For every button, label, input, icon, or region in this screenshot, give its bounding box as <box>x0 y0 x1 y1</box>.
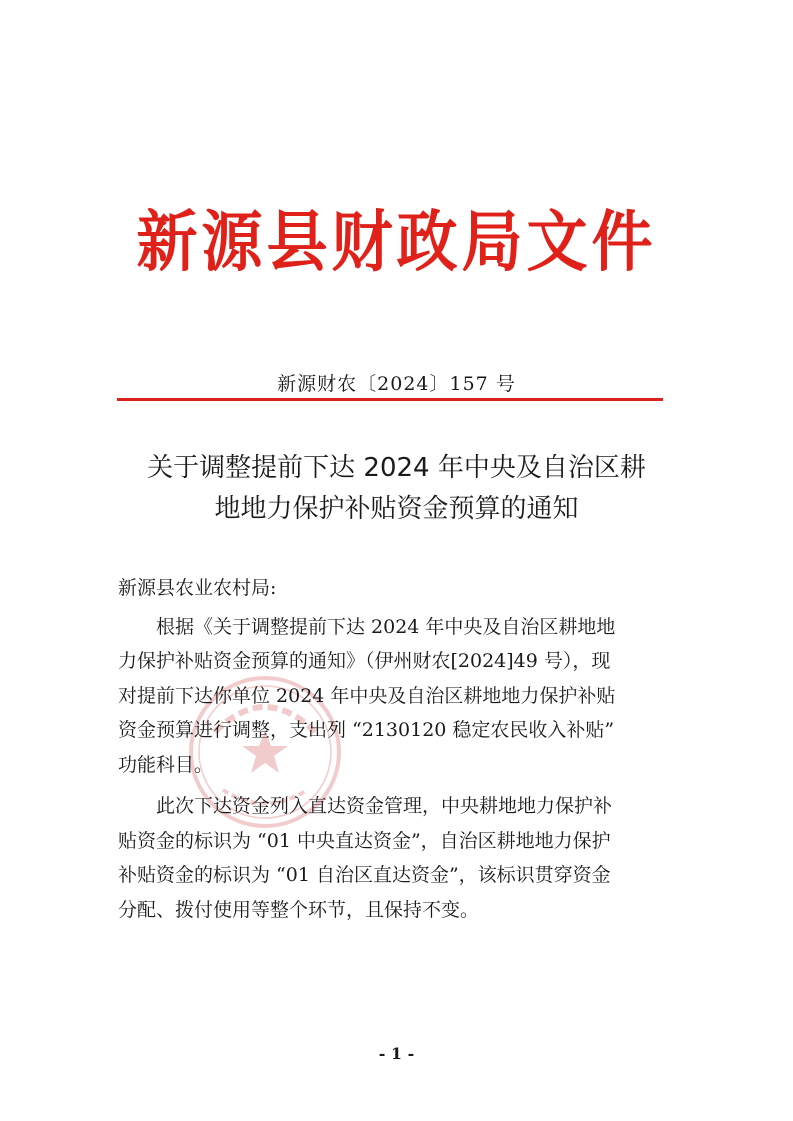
paragraph-1-line-1: 根据《关于调整提前下达 2024 年中央及自治区耕地地 <box>156 615 616 638</box>
paragraph-1-line-4: 资金预算进行调整，支出列 “2130120 稳定农民收入补贴” <box>118 719 615 741</box>
paragraph-1-line-3: 对提前下达你单位 2024 年中央及自治区耕地地力保护补贴 <box>118 684 616 707</box>
red-divider-line <box>117 398 663 401</box>
addressee: 新源县农业农村局: <box>118 577 277 599</box>
paragraph-2-line-4: 分配、拨付使用等整个环节，且保持不变。 <box>118 898 480 921</box>
paragraph-1-line-5: 功能科目。 <box>118 753 214 776</box>
paragraph-2-line-1: 此次下达资金列入直达资金管理，中央耕地地力保护补 <box>156 795 613 817</box>
document-title <box>60 448 733 530</box>
page-number: - 1 - <box>378 1044 415 1063</box>
document-body <box>118 571 678 927</box>
paragraph-2-line-3: 补贴资金的标识为 “01 自治区直达资金”，该标识贯穿资金 <box>118 864 611 886</box>
paragraph-2 <box>118 789 678 927</box>
title-line-2: 地地力保护补贴资金预算的通知 <box>214 494 579 524</box>
title-line-1: 关于调整提前下达 2024 年中央及自治区耕 <box>147 453 646 483</box>
paragraph-1 <box>118 610 678 783</box>
masthead-title: 新源县财政局文件 <box>136 204 657 281</box>
paragraph-1-line-2: 力保护补贴资金预算的通知》（伊州财农[2024]49 号），现 <box>118 650 611 672</box>
document-number: 新源财农〔2024〕157 号 <box>277 373 516 395</box>
paragraph-2-line-2: 贴资金的标识为 “01 中央直达资金”，自治区耕地地力保护 <box>118 829 611 852</box>
